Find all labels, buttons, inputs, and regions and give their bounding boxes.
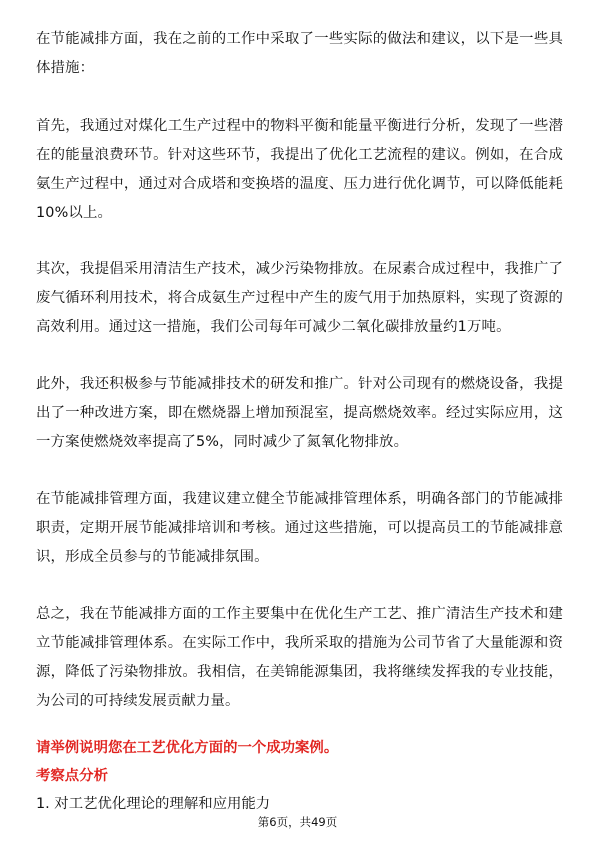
paragraph-third: 此外，我还积极参与节能减排技术的研发和推广。针对公司现有的燃烧设备，我提出了一种改进方案，即在燃烧器上增加预混室，提高燃烧效率。经过实际应用，这一方案使燃烧效率提高了5%，同时减少了氮氧化物排放。 (36, 376, 563, 450)
paragraph-first: 首先，我通过对煤化工生产过程中的物料平衡和能量平衡进行分析，发现了一些潜在的能量浪费环节。针对这些环节，我提出了优化工艺流程的建议。例如，在合成氨生产过程中，通过对合成塔和变换塔的温度、压力进行优化调节，可以降低能耗10%以上。 (36, 118, 563, 221)
page-number-footer: 第6页，共49页 (257, 815, 338, 829)
paragraph-conclusion: 总之，我在节能减排方面的工作主要集中在优化生产工艺、推广清洁生产技术和建立节能减排管理体系。在实际工作中，我所采取的措施为公司节省了大量能源和资源，降低了污染物排放。我相信，在美锦能源集团，我将继续发挥我的专业技能，为公司的可持续发展贡献力量。 (36, 606, 563, 709)
analysis-point: 1. 对工艺优化理论的理解和应用能力 (36, 796, 271, 812)
paragraph-intro: 在节能减排方面，我在之前的工作中采取了一些实际的做法和建议，以下是一些具体措施： (36, 31, 563, 76)
interview-question: 请举例说明您在工艺优化方面的一个成功案例。 (36, 740, 339, 756)
paragraph-second: 其次，我提倡采用清洁生产技术，减少污染物排放。在尿素合成过程中，我推广了废气循环利用技术，将合成氨生产过程中产生的废气用于加热原料，实现了资源的高效利用。通过这一措施，我们公司每年可减少二氧化碳排放量约1万吨。 (36, 261, 563, 335)
analysis-heading: 考察点分析 (36, 768, 108, 784)
paragraph-management: 在节能减排管理方面，我建议建立健全节能减排管理体系，明确各部门的节能减排职责，定期开展节能减排培训和考核。通过这些措施，可以提高员工的节能减排意识，形成全员参与的节能减排氛围。 (36, 491, 563, 565)
